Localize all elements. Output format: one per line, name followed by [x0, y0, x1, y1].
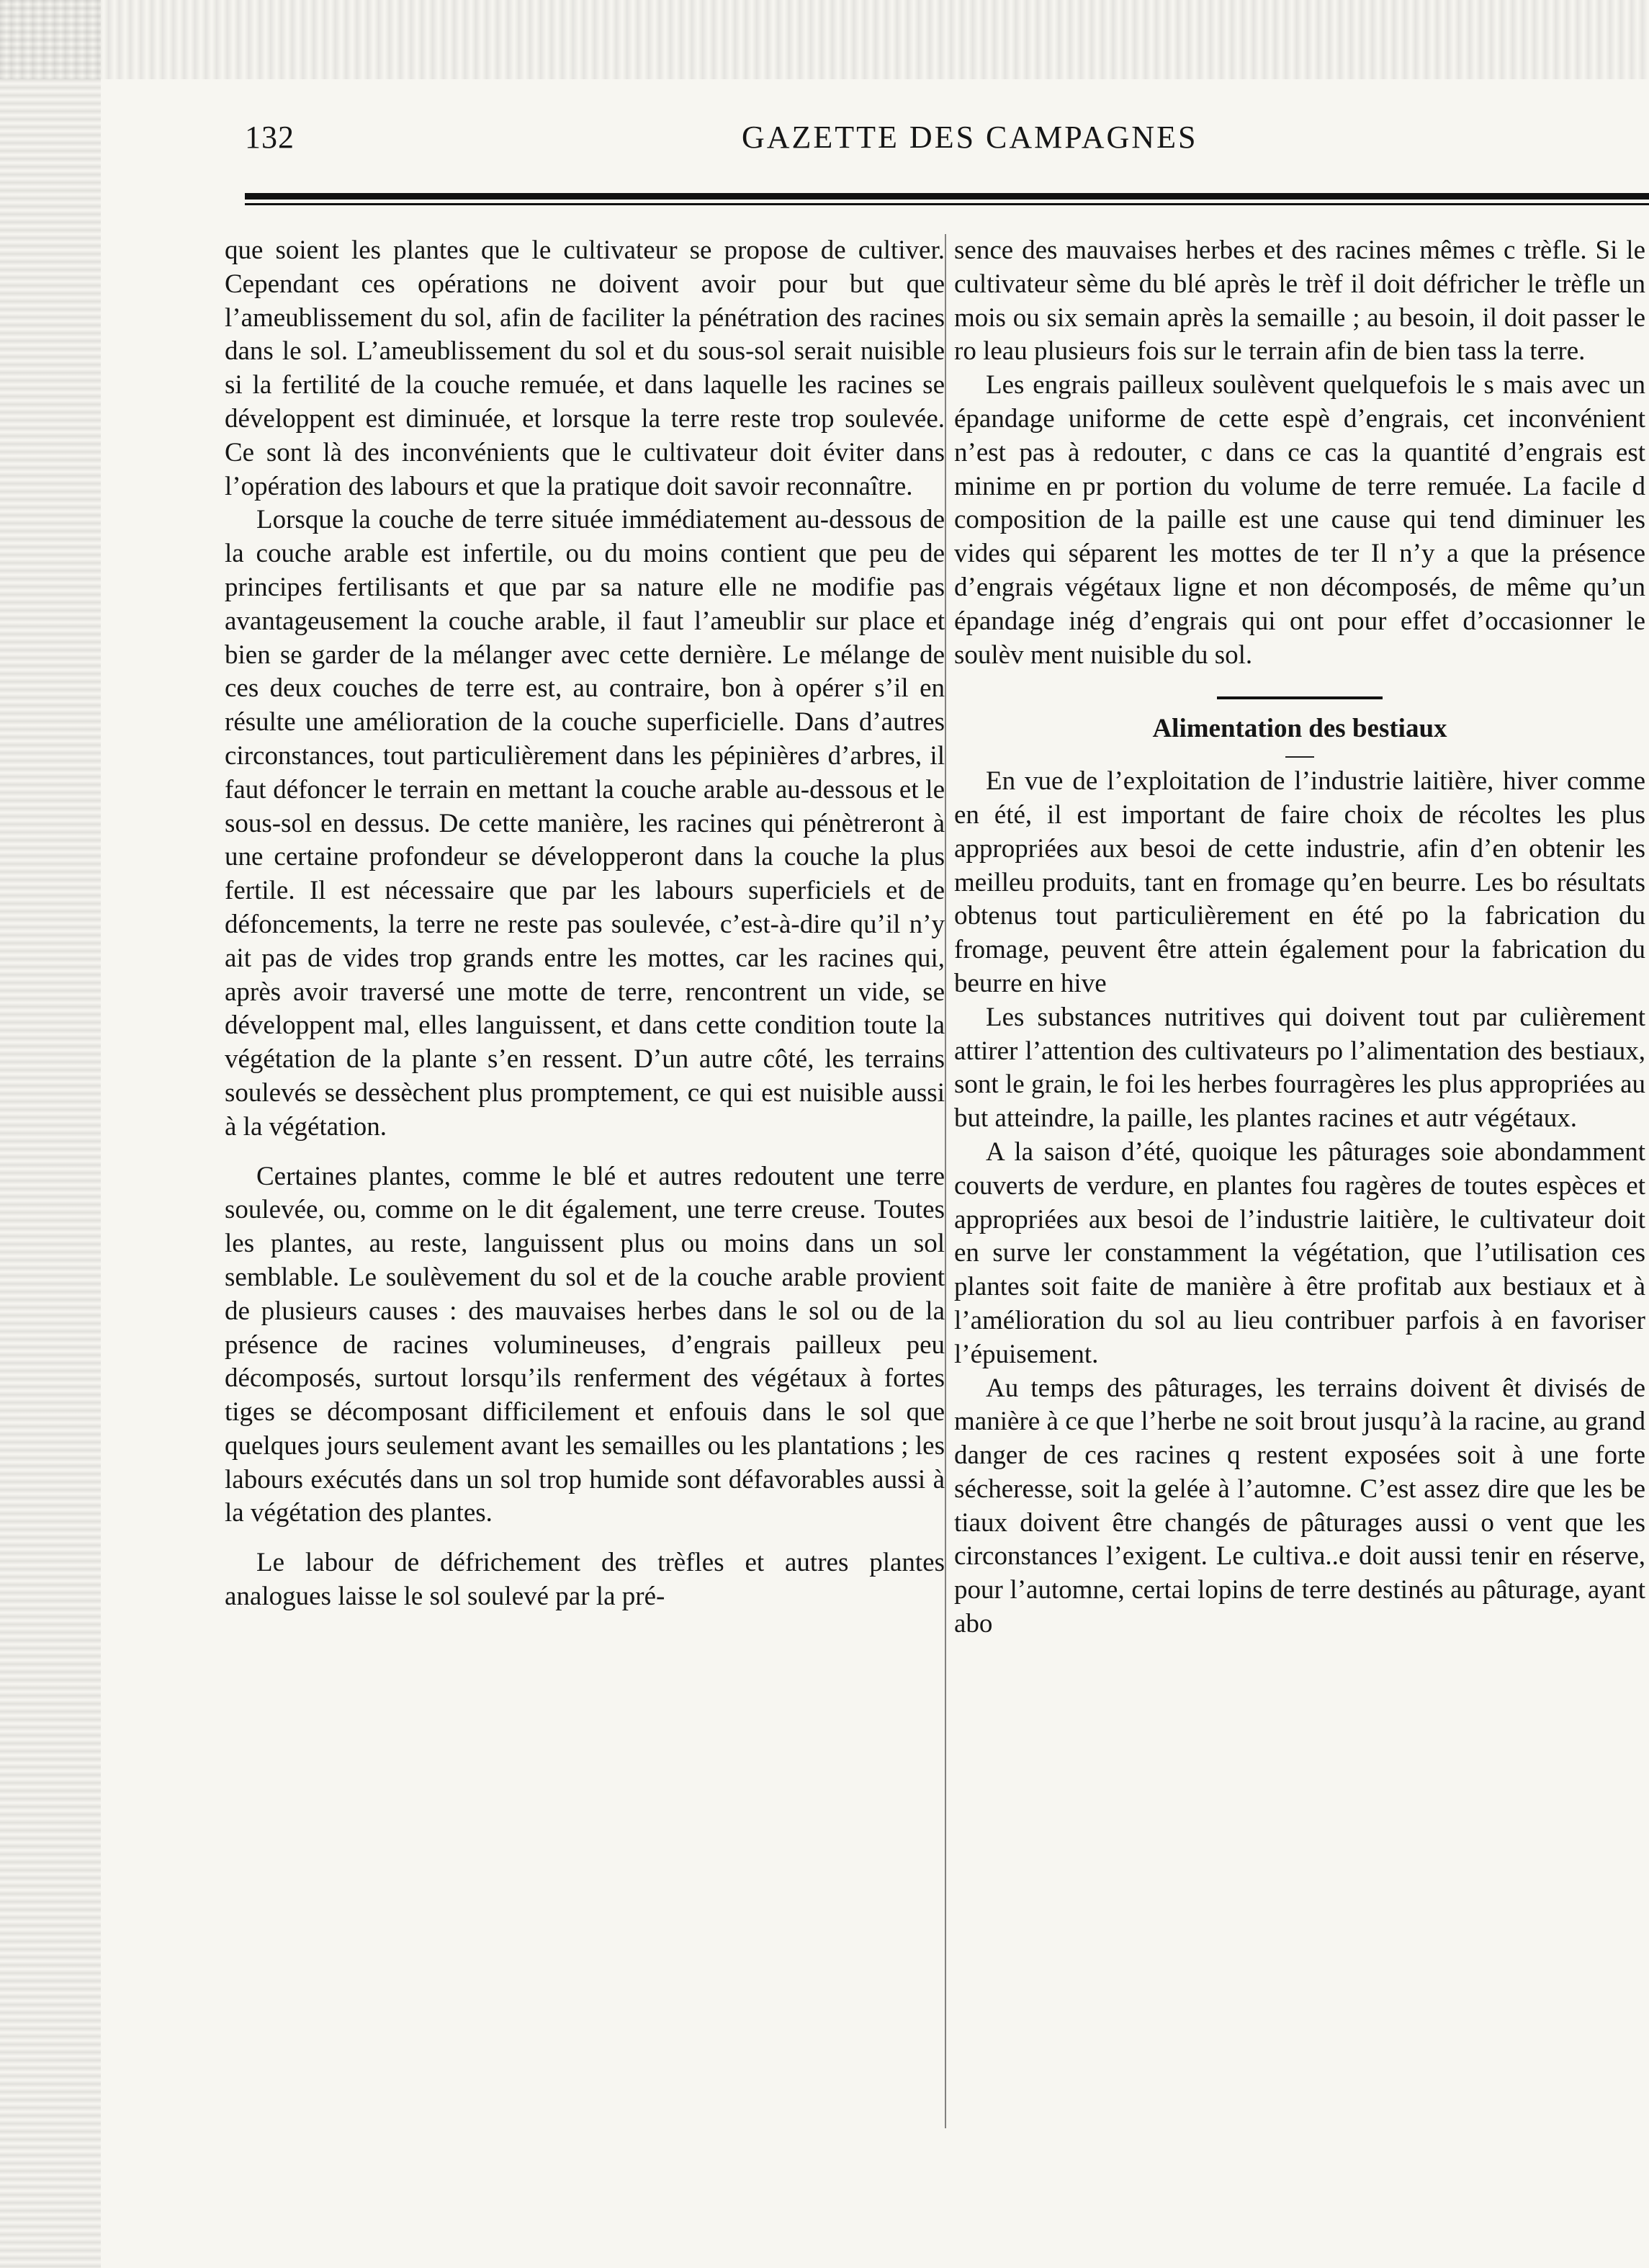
- paragraph: sence des mauvaises herbes et des racines mêmes c trèfle. Si le cultivateur sème du blé après le trèf il doit défricher le trèfle un mois ou six semain après la semaille ; au besoin, il doit passer le ro leau plusieurs fois sur le terrain afin de bien tass la terre.: [954, 236, 1645, 367]
- paragraph: Au temps des pâturages, les terrains doivent êt divisés de manière à ce que l’herbe ne soit brout jusqu’à la racine, au grand danger de ces racines q restent exposées soit à une forte sécheresse, soit la gelée à l’automne. C’est assez dire que les be tiaux doivent être changés de pâturages aussi o vent que les circonstances l’exigent. Le cultiva..e doit aussi tenir en réserve, pour l’automne, certai lopins de terre destinés au pâturage, ayant abo: [954, 1373, 1645, 1639]
- page-header: [245, 119, 1649, 169]
- paragraph: Les substances nutritives qui doivent tout par culièrement attirer l’attention des cultivateurs po l’alimentation des bestiaux, sont le grain, le foi les herbes fourragères les plus appropriées au but atteindre, la paille, les plantes racines et autr végétaux.: [954, 1002, 1645, 1134]
- header-rule-thick: [245, 193, 1649, 200]
- paragraph: Les engrais pailleux soulèvent quelquefois le s mais avec un épandage uniforme de cette espè d’engrais, cet inconvénient n’est pas à redouter, c dans ce cas la quantité d’engrais est minime en pr portion du volume de terre remuée. La facile d composition de la paille est une cause qui tend diminuer les vides qui séparent les mottes de ter Il n’y a que la présence d’engrais végétaux ligne et non décomposés, de même qu’un épandage inég d’engrais qui ont pour effet d’occasionner le soulèv ment nuisible du sol.: [954, 370, 1645, 670]
- paragraph: Lorsque la couche de terre située immédiatement au-dessous de la couche arable est infertile, ou du moins contient que peu de principes fertilisants et que par sa nature elle ne modifie pas avantageusement la couche arable, il faut l’ameublir sur place et bien se garder de la mélanger avec cette dernière. Le mélange de ces deux couches de terre est, au contraire, bon à opérer s’il en résulte une amélioration de la couche superficielle. Dans d’autres circonstances, tout particulièrement dans les pépinières d’arbres, il faut défoncer le terrain en mettant la couche arable au-dessous et le sous-sol en dessus. De cette manière, les racines qui pénètreront à une certaine profondeur se développeront dans la couche la plus fertile. Il est nécessaire que par les labours superficiels et de défoncements, la terre ne reste pas soulevée, c’est-à-dire qu’il n’y ait pas de vides trop grands entre les mottes, car les racines qui, après avoir traversé une motte de terre, rencontrent un vide, se développent mal, elles languissent, et dans cette condition toute la végétation de la plante s’en ressent. D’un autre côté, les terrains soulevés se dessèchent plus promptement, ce qui est nuisible aussi à la végétation.: [225, 505, 945, 1142]
- paragraph: A la saison d’été, quoique les pâturages soie abondamment couverts de verdure, en plantes fou ragères de toutes espèces et appropriées aux besoi de l’industrie laitière, le cultivateur doit en surve ler constamment la végétation, que l’utilisation ces plantes soit faite de manière à être profitab aux bestiaux et à l’amélioration du sol au lieu contribuer parfois à en favoriser l’épuisement.: [954, 1137, 1645, 1369]
- scanned-left-edge: [0, 0, 101, 2268]
- page-number: 132: [245, 120, 295, 155]
- paragraph: En vue de l’exploitation de l’industrie laitière, hiver comme en été, il est important de faire choix de récoltes les plus appropriées aux besoi de cette industrie, afin d’en obtenir les meilleu produits, tant en fromage qu’en beurre. Les bo résultats obtenus tout particulièrement en été po la fabrication du fromage, peuvent être attein également pour la fabrication du beurre en hive: [954, 766, 1645, 998]
- column-divider: [945, 234, 946, 2128]
- scanned-top-edge: [0, 0, 1649, 79]
- paragraph: Le labour de défrichement des trèfles et autres plantes analogues laisse le sol soulevé par la pré-: [225, 1548, 945, 1612]
- running-title: GAZETTE DES CAMPAGNES: [742, 120, 1198, 155]
- paragraph: que soient les plantes que le cultivateur se propose de cultiver. Cependant ces opérations ne doivent avoir pour but que l’ameublissement du sol, afin de faciliter la pénétration des racines dans le sol. L’ameublissement du sol et du sous-sol serait nuisible si la fertilité de la couche remuée, et dans laquelle les racines se développent est diminuée, et lorsque la terre reste trop soulevée. Ce sont là des inconvénients que le cultivateur doit éviter dans l’opération des labours et que la pratique doit savoir reconnaître.: [225, 236, 945, 501]
- paragraph: Certaines plantes, comme le blé et autres redoutent une terre soulevée, ou, comme on le dit également, une terre creuse. Toutes les plantes, au reste, languissent plus ou moins dans un sol semblable. Le soulèvement du sol et de la couche arable provient de plusieurs causes : des mauvaises herbes dans le sol ou de la présence de racines volumineuses, d’engrais pailleux peu décomposés, surtout lorsqu’ils renferment des végétaux à fortes tiges se décomposant difficilement et enfouis dans le sol que quelques jours seulement avant les semailles ou les plantations ; les labours exécutés dans un sol trop humide sont défavorables aussi à la végétation des plantes.: [225, 1161, 945, 1528]
- right-column: [954, 234, 1645, 2135]
- header-rule-thin: [245, 203, 1649, 205]
- section-heading-dash: [1285, 756, 1314, 758]
- section-separator-rule: [1217, 696, 1383, 699]
- section-heading: Alimentation des bestiaux: [1152, 714, 1447, 744]
- left-column: [225, 234, 945, 1614]
